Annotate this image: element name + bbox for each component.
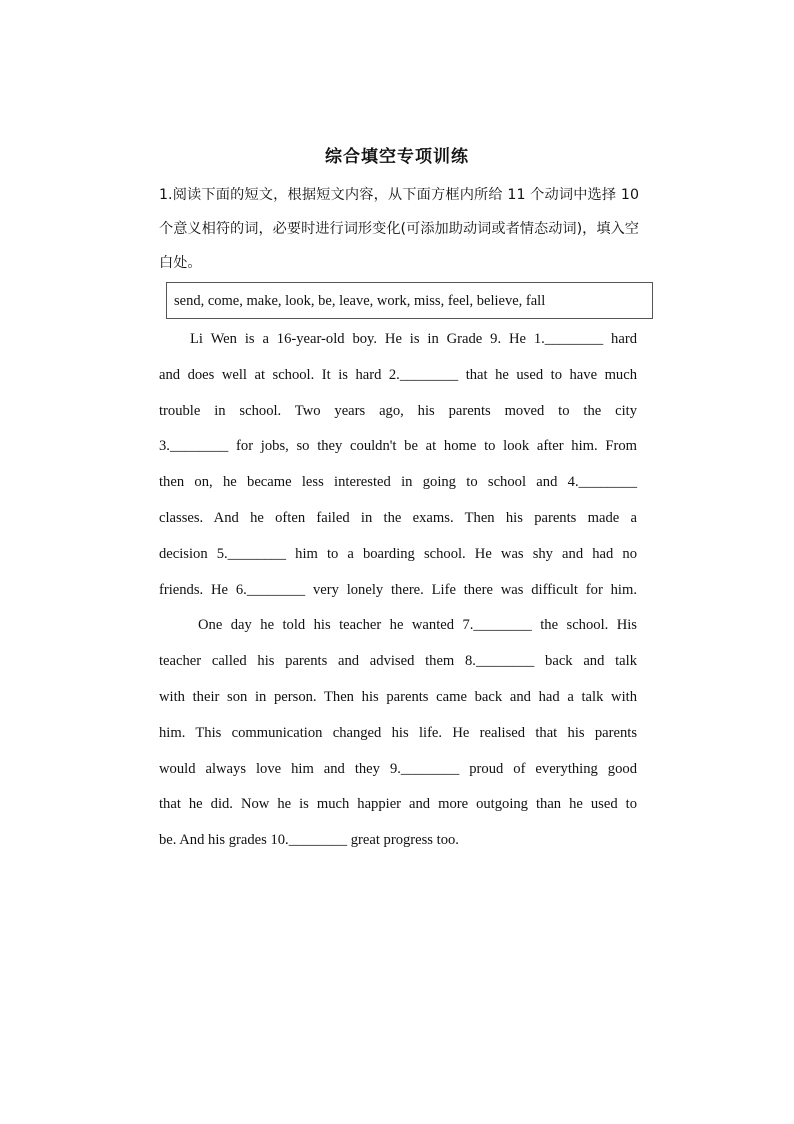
passage-line: him. This communication changed his life. He realised that his parents [159,724,637,741]
passage-line: that he did. Now he is much happier and more outgoing than he used to [159,796,637,813]
passage-line: friends. He 6.________ very lonely there. Life there was difficult for him. [159,581,637,598]
passage-line: classes. And he often failed in the exams. Then his parents made a [159,509,637,526]
passage-line: trouble in school. Two years ago, his parents moved to the city [159,402,637,419]
passage-line: 3.________ for jobs, so they couldn't be at home to look after him. From [159,438,637,455]
passage-line: Li Wen is a 16-year-old boy. He is in Grade 9. He 1.________ hard [190,331,637,347]
exercise-instructions: 1.阅读下面的短文，根据短文内容，从下面方框内所给 11 个动词中选择 10 个意义相符的词，必要时进行词形变化(可添加助动词或者情态动词)，填入空白处。 [159,187,639,271]
passage-paragraph-2 [159,608,637,859]
passage-line: then on, he became less interested in going to school and 4.________ [159,474,637,491]
passage-line: with their son in person. Then his parents came back and had a talk with [159,688,637,705]
passage-line: teacher called his parents and advised them 8.________ back and talk [159,653,637,670]
passage-line: be. And his grades 10.________ great progress too. [159,832,459,849]
passage-line: would always love him and they 9.________ proud of everything good [159,760,637,777]
passage-line: decision 5.________ him to a boarding school. He was shy and had no [159,545,637,562]
word-bank-box: send, come, make, look, be, leave, work, miss, feel, believe, fall [166,282,653,319]
reading-passage [159,322,637,859]
passage-line: One day he told his teacher he wanted 7.________ the school. His [198,617,637,634]
passage-paragraph-1 [159,322,637,608]
passage-line: and does well at school. It is hard 2.________ that he used to have much [159,366,637,383]
page-title: 综合填空专项训练 [325,147,469,167]
